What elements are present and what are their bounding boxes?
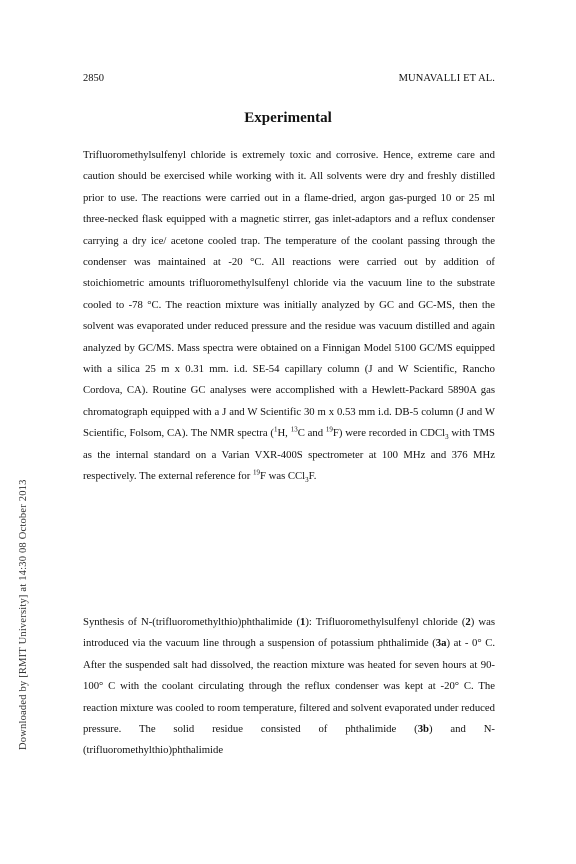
paragraph-experimental-conditions xyxy=(83,145,495,488)
page-number: 2850 xyxy=(83,73,104,84)
subscript: 3 xyxy=(305,476,309,485)
text-run: F was CCl xyxy=(260,470,306,483)
text-run: F. xyxy=(308,470,317,483)
text-run: F) were recorded in CDCl xyxy=(332,427,446,440)
text-run: with TMS as the internal standard on a Varian VXR-400S spectrometer at 100 MHz and 376 MHz respectively. The external reference for xyxy=(83,427,496,483)
compound-label: 3b xyxy=(417,723,429,736)
superscript: 13 xyxy=(290,425,298,434)
download-watermark: Downloaded by [RMIT University] at 14:30 08 October 2013 xyxy=(18,479,29,750)
section-title: Experimental xyxy=(244,110,332,126)
text-run: ) was introduced via the vacuum line through a suspension of potassium phthalimide ( xyxy=(83,616,496,650)
text-run: C and xyxy=(297,427,326,440)
text-run: ): Trifluoromethylsulfenyl chloride ( xyxy=(305,616,466,628)
paragraph-synthesis xyxy=(83,612,495,762)
compound-label: 3a xyxy=(435,637,447,650)
superscript: 19 xyxy=(253,468,261,477)
text-run: H, xyxy=(277,427,291,440)
compound-label: 2 xyxy=(465,616,471,628)
subscript: 3 xyxy=(445,433,449,442)
text-run: Trifluoromethylsulfenyl chloride is extremely toxic and corrosive. Hence, extreme care and caution should be exercised while working with it. All solvents were dry and freshly distilled prior to use. The reactions were carried out in a flame-dried, argon gas-purged 10 or 25 ml three-necked flask equipped with a magnetic stirrer, gas inlet-adaptors and a reflux condenser carrying a dry ice/ acetone cooled trap. The temperature of the coolant passing through the condenser was maintained at -20 °C. All reactions were carried out by addition of stoichiometric amounts trifluoromethylsulfenyl chloride via the vacuum line to the substrate cooled to -78 °C. The reaction mixture was initially analyzed by GC and GC-MS, then the solvent was evaporated under reduced pressure and the residue was vacuum distilled and again analyzed by GC/MS. Mass spectra were obtained on a Finnigan Model 5100 GC/MS equipped with a silica 25 m x 0.31 mm. i.d. SE-54 capillary column (J and W Scientific, Rancho Cordova, CA). Routine GC analyses were accomplished with a Hewlett-Packard 5890A gas chromatograph equipped with a J and W Scientific 30 m x 0.53 mm i.d. DB-5 column (J and W Scientific, Folsom, CA). The NMR spectra ( xyxy=(83,149,495,440)
text-run: Synthesis of N-(trifluoromethylthio)phthalimide ( xyxy=(83,616,301,628)
text-run: ) at - 0° C. After the suspended salt had dissolved, the reaction mixture was heated for seven hours at 90-100° C with the coolant circulating through the reflux condenser was kept at -20° C. The reaction mixture was cooled to room temperature, filtered and solvent evaporated under reduced pressure. The solid residue consisted of phthalimide ( xyxy=(83,637,496,736)
text-run: ) and N-(trifluoromethylthio)phthalimide xyxy=(83,723,495,757)
superscript: 19 xyxy=(325,425,333,434)
running-head: MUNAVALLI ET AL. xyxy=(398,73,495,84)
compound-label: 1 xyxy=(300,616,306,628)
superscript: 1 xyxy=(273,425,278,434)
